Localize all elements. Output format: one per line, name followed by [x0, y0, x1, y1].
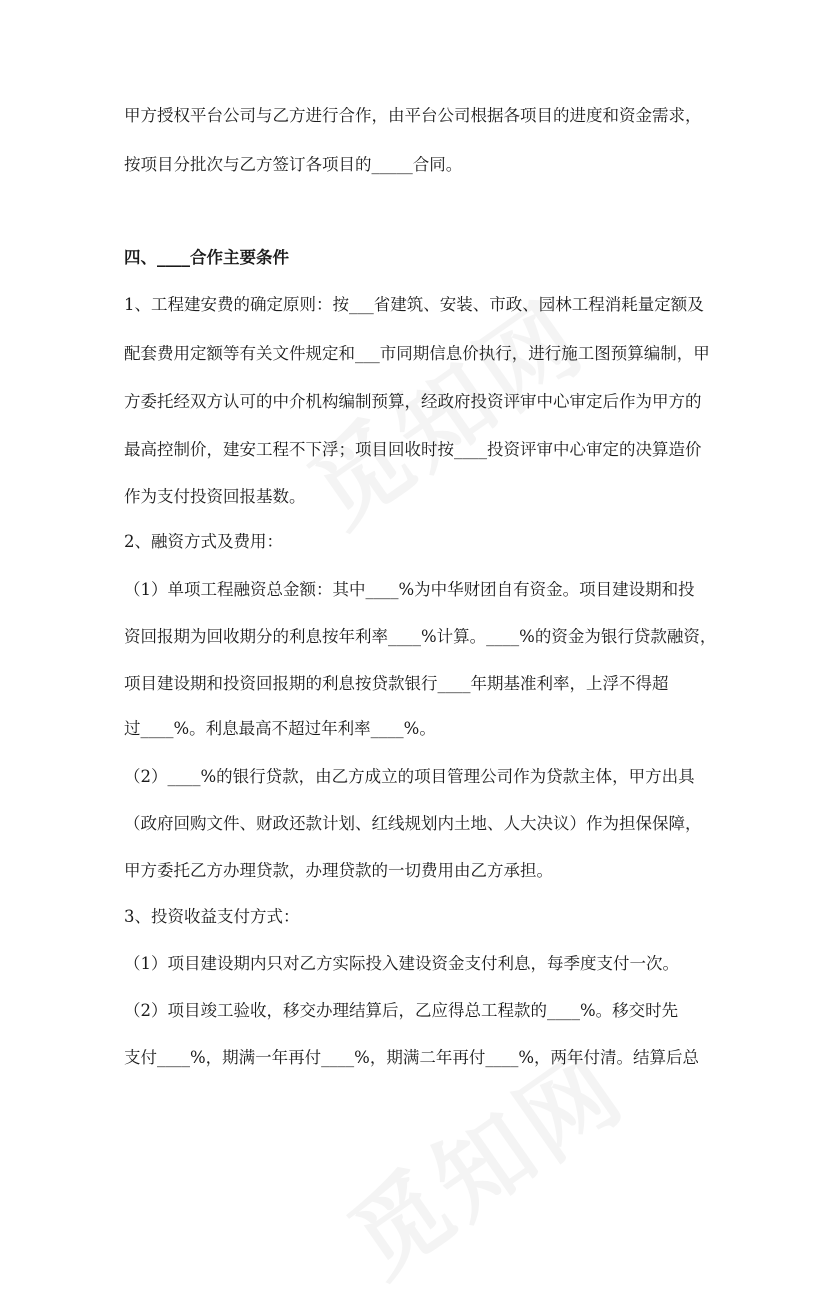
paragraph-line: （1）单项工程融资总金额：其中____%为中华财团自有资金。项目建设期和投: [124, 580, 695, 599]
paragraph-line: 资回报期为回收期分的利息按年利率____%计算。____%的资金为银行贷款融资，: [124, 627, 717, 646]
paragraph-line: 1、工程建安费的确定原则：按___省建筑、安装、市政、园林工程消耗量定额及: [124, 295, 704, 314]
paragraph-line: 过____%。利息最高不超过年利率____%。: [124, 719, 436, 738]
paragraph-line: 甲方委托乙方办理贷款，办理贷款的一切费用由乙方承担。: [124, 861, 553, 880]
paragraph-line: 3、投资收益支付方式：: [124, 907, 300, 926]
paragraph-line: 甲方授权平台公司与乙方进行合作，由平台公司根据各项目的进度和资金需求，: [124, 106, 702, 125]
paragraph-line: 2、融资方式及费用：: [124, 532, 283, 551]
paragraph-line: 方委托经双方认可的中介机构编制预算，经政府投资评审中心审定后作为甲方的: [124, 392, 702, 411]
paragraph-line: 支付____%，期满一年再付____%，期满二年再付____%，两年付清。结算后总: [124, 1048, 700, 1067]
paragraph-line: 项目建设期和投资回报期的利息按贷款银行____年期基准利率，上浮不得超: [124, 674, 669, 693]
paragraph-line: 作为支付投资回报基数。: [124, 487, 306, 506]
paragraph-line: （2）____%的银行贷款，由乙方成立的项目管理公司作为贷款主体，甲方出具: [124, 767, 695, 786]
section-heading: 四、____合作主要条件: [124, 248, 289, 267]
paragraph-line: （1）项目建设期内只对乙方实际投入建设资金支付利息，每季度支付一次。: [124, 954, 679, 973]
paragraph-line: 配套费用定额等有关文件规定和___市同期信息价执行，进行施工图预算编制，甲: [124, 344, 710, 363]
paragraph-line: 按项目分批次与乙方签订各项目的_____合同。: [124, 155, 463, 174]
paragraph-line: （2）项目竣工验收，移交办理结算后，乙应得总工程款的____%。移交时先: [124, 1001, 679, 1020]
paragraph-line: （政府回购文件、财政还款计划、红线规划内土地、人大决议）作为担保保障，: [124, 814, 702, 833]
paragraph-line: 最高控制价，建安工程不下浮；项目回收时按____投资评审中心审定的决算造价: [124, 440, 702, 459]
